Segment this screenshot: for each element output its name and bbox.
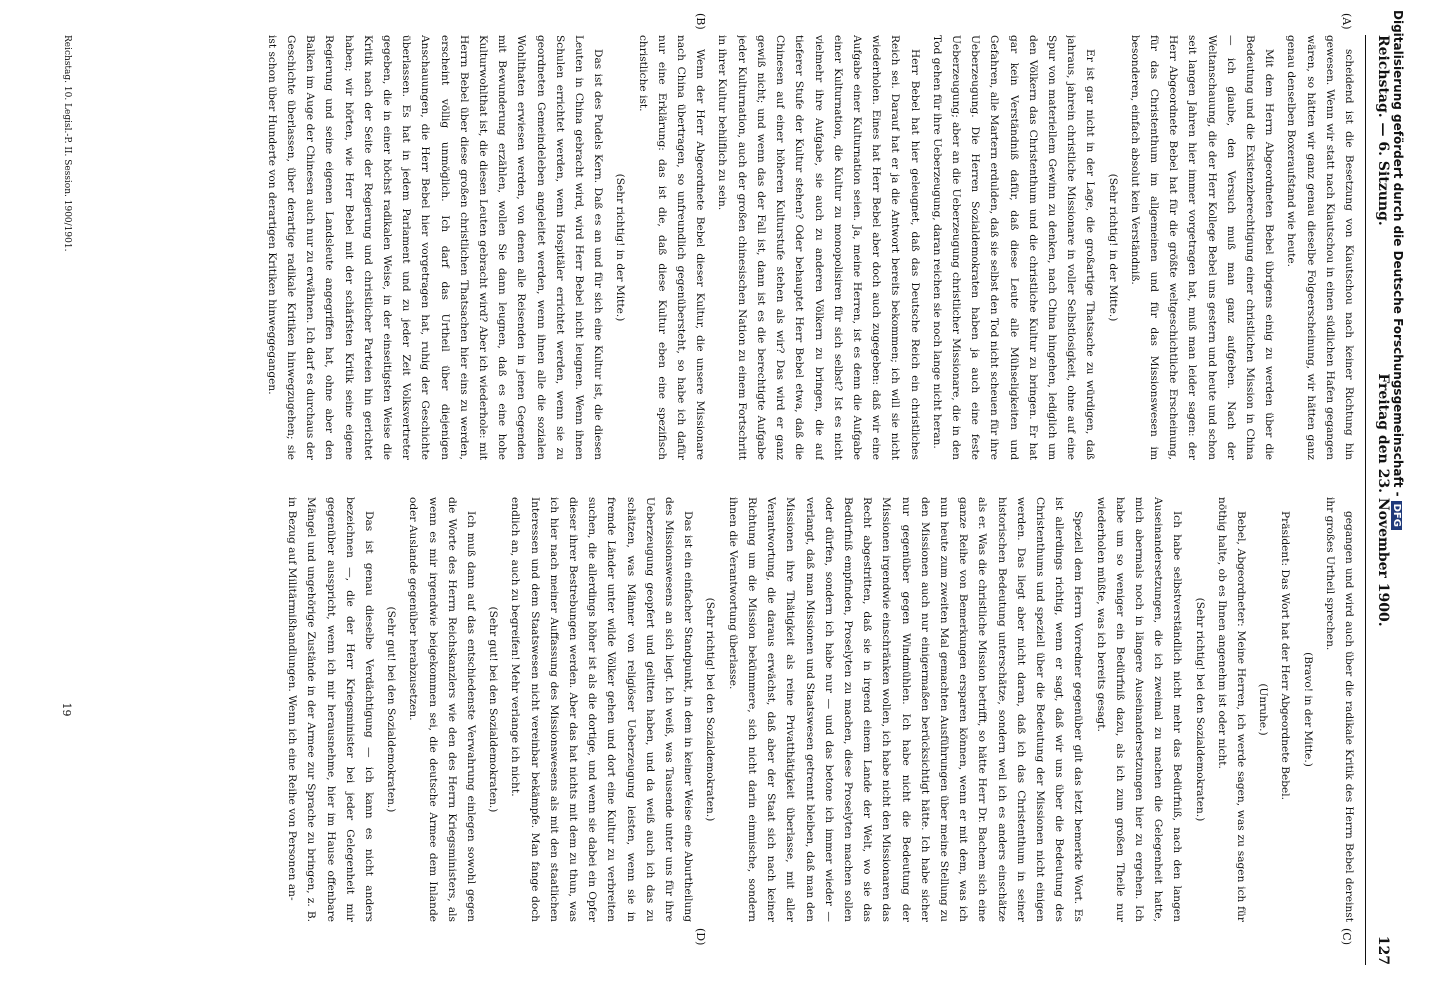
margin-mark-c: (C) bbox=[1340, 928, 1353, 945]
paragraph: Herr Bebel hat hier geleugnet, daß das Deutsche Reich ein christliches Reich sei. Darauf hat er ja die Antwort bereits bekommen; ich will sie nicht wiederholen. Eines hat Herr Bebel aber doch auch zugegeben: daß wir eine Aufgabe einer Kulturnation seien. Ja, meine Herren, ist es denn die Aufgabe einer Kulturnation, die Kultur zu monopolisiren für sich selbst? Ist es nicht vielmehr ihre Aufgabe, sie auch zu anderen Völkern zu bringen, die auf tieferer Stufe der Kultur stehen? Oder behauptet Herr Bebel etwa, daß die Chinesen auf einer höheren Kulturstufe stehen als wir? Das wird er ganz gewiß nicht; und wenn das der Fall ist, dann ist es die berechtigte Aufgabe jeder Kulturnation, auch der großen chinesischen Nation zu einem Fortschritt in ihrer Kultur behilflich zu sein. bbox=[716, 35, 921, 460]
credit-text: Digitalisierung gefördert durch die Deutsche Forschungsgemeinschaft - bbox=[1391, 10, 1405, 497]
interjection: (Bravo! in der Mitte.) bbox=[1301, 652, 1314, 767]
margin-mark-d: (D) bbox=[694, 928, 707, 946]
interjection: (Unruhe.) bbox=[1257, 683, 1270, 736]
paragraph: Wenn der Herr Abgeordnete Bebel dieser Kultur, die unsere Missionare nach China übertragen, so unfreundlich gegenübersteht, so habe ich dafür nur eine Erklärung: das ist die, daß diese Kultur eben eine spezifisch christliche ist. bbox=[636, 35, 707, 460]
paragraph: Mit dem Herrn Abgeordneten Bebel übrigens einig zu werden über die Bedeutung und die Existenzberechtigung einer christlichen Mission in China — ich glaube, den Versuch muß man ganz aufgeben. Nach der Weltanschauung, die der Herr Kollege Bebel uns gestern und heute und schon seit langen Jahren hier immer vorgetragen hat, muß man leider sagen: der Herr Abgeordnete Bebel hat für die größte weltgeschichtliche Erscheinung, für das Christenthum im allgemeinen und für das Missionswesen im besonderen, einfach absolut kein Verständniß. bbox=[1128, 35, 1276, 460]
paragraph: Er ist gar nicht in der Lage, die großartige Thatsache zu würdigen, daß jahraus, jahrein christliche Missionare in voller Selbstlosigkeit, ohne auf eine Spur von materiellem Gewinn zu denken, nach China hingehen, lediglich um den Völkern das Christenthum und die christliche Kultur zu bringen. Er hat gar kein Verständniß dafür, daß diese Leute alle Mühseligkeiten und Gefahren, alle Martern erdulden, daß sie selbst den Tod nicht scheuen für ihre Ueberzeugung. Die Herren Sozialdemokraten haben ja auch eine feste Ueberzeugung; aber an die Ueberzeugung christlicher Missionare, die in den Tod gehen für ihre Ueberzeugung, daran reichen sie noch lange nicht heran. bbox=[930, 35, 1097, 460]
header-date: Freitag den 23. November 1900. bbox=[1375, 373, 1391, 627]
header-left: Reichstag. — 6. Sitzung. bbox=[1375, 35, 1391, 226]
speaker-statement: Bebel, Abgeordneter: Meine Herren, ich werde sagen, was zu sagen ich für nöthig halte, ob es Ihnen angenehm ist oder nicht. bbox=[1215, 497, 1247, 922]
paragraph: Das ist des Pudels Kern. Daß es an und für sich eine Kultur ist, die diesen Leuten in China gebracht wird, wird Herr Bebel nicht leugnen. Wenn ihnen Schulen errichtet werden, wenn Hospitäler errichtet werden, wenn sie zu geordneten Gemeindeleben angeleitet werden, wenn ihnen alle die sozialen Wohlthaten erwiesen werden, von denen alle Reisenden in jenen Gegenden mit Bewunderung erzählen, wollen Sie dann leugnen, daß es eine hohe Kulturwohlthat ist, die diesen Leuten gebracht wird? Aber ich wiederhole: mit Herrn Bebel über diese großen christlichen Thatsachen hier eins zu werden, erscheint völlig unmöglich. Ich darf das Urtheil über diejenigen Anschauungen, die Herr Bebel hier vorgetragen hat, ruhig der Geschichte überlassen. Es hat in jedem Parlament und zu jeder Zeit Volksvertreter gegeben, die in einer höchst radikalen Weise, in der einseitigsten Weise die Kritik nach der Seite der Regierung und christlicher Parteien hin gerichtet haben; wir hörten, wie Herr Bebel mit der schärfsten Kritik seine eigene Regierung und seine eigenen Landsleute angegriffen hat, ohne aber den Balken im Auge der Chinesen auch nur zu erwähnen. Ich darf es durchaus der Geschichte überlassen, über derartige radikale Kritiken hinwegzugehen; sie ist schon über Hunderte von derartigen Kritiken hinweggegangen. bbox=[265, 35, 605, 460]
page-footer: Reichstag. 10. Legisl.-P. II. Session. 1900/1901. bbox=[62, 35, 72, 252]
signature-number: 19 bbox=[60, 702, 73, 717]
dfg-logo: DFG bbox=[1391, 501, 1402, 530]
margin-mark-b: (B) bbox=[694, 13, 707, 30]
digitization-credit bbox=[1381, 10, 1405, 970]
page-number: 127 bbox=[1375, 935, 1391, 965]
paragraph: gegangen und wird auch über die radikale Kritik des Herrn Bebel dereinst ihr großes Urtheil sprechen. bbox=[1323, 497, 1355, 922]
left-column bbox=[78, 35, 1358, 460]
interjection: (Sehr richtig! bei den Sozialdemokraten.) bbox=[1193, 597, 1206, 822]
paragraph: Das ist genau dieselbe Verdächtigung — ich kann es nicht anders bezeichnen —, die der Herr Kriegsminister bei jeder Gelegenheit mir gegenüber ausspricht, wenn ich mir herausnehme, hier im Hause offenbare Mängel und ungehörige Zustände in der Armee zur Sprache zu bringen, z. B. in Bezug auf Militärmißhandlungen. Wenn ich eine Reihe von Personen an- bbox=[286, 497, 376, 922]
right-column bbox=[78, 497, 1358, 922]
header-rule bbox=[1365, 35, 1366, 965]
interjection: (Sehr richtig! in der Mitte.) bbox=[614, 173, 627, 322]
paragraph: Das ist ein einfacher Standpunkt, in dem in keiner Weise eine Aburtheilung des Missionswesens an sich liegt. Ich weiß, was Tausende unter uns für ihre Ueberzeugung geopfert und gelitten haben, und da weiß auch ich das zu schätzen, was Männer von religiöser Ueberzeugung leisten, wenn sie in fremde Länder unter wilde Völker gehen und dort eine Kultur zu verbreiten suchen, die allerdings höher ist als die dortige, und wenn sie dabei ein Opfer dieser ihrer Bestrebungen werden. Aber das hat nichts mit dem zu thun, was ich hier nach meiner Auffassung des Missionswesens als mit den staatlichen Interessen und dem Staatswesen nicht vereinbar bekämpfe. Man fange doch endlich an, auch zu begreifen! Mehr verlange ich nicht. bbox=[509, 497, 695, 922]
paragraph: Ich habe selbstverständlich nicht mehr das Bedürfniß, nach den langen Auseinandersetzungen, die ich zweimal zu machen die Gelegenheit hatte, mich abermals noch in längere Auseinandersetzungen hier zu ergehen. Ich habe um so weniger ein Bedürfniß dazu, als ich zum großen Theile nur wiederholen müßte, was ich bereits gesagt. bbox=[1094, 497, 1184, 922]
interjection: (Sehr gut! bei den Sozialdemokraten.) bbox=[487, 606, 500, 813]
paragraph: scheidend ist die Besetzung von Kiautschou nach keiner Richtung hin gewesen. Wenn wir statt nach Kiautschou in einen südlichen Hafen gegangen wären, so hätten wir ganz genau dieselbe Folgeerscheinung, wir hätten ganz genau denselben Boxeraufstand wie heute. bbox=[1285, 35, 1355, 460]
paragraph: Ich muß dann auf das entschiedenste Verwahrung einlegen sowohl gegen die Worte des Herrn Reichskanzlers wie den des Herrn Kriegsministers, als wenn es mir irgendwie beigekommen sei, die deutsche Armee dem Inlande oder Auslande gegenüber herabzusetzen. bbox=[407, 497, 478, 922]
paragraph: Speziell dem Herrn Vorredner gegenüber gilt das letzt bemerkte Wort. Es ist allerdings richtig, wenn er sagt, daß wir uns über die Bedeutung des Christenthums und speziell über die Bedeutung der Missionen nicht einigen werden. Das liegt aber nicht daran, daß ich das Christenthum in seiner historischen Bedeutung unterschätze, sondern weil ich es anders einschätze als er. Was die christliche Mission betrifft, so hätte Herr Dr. Bachem sich eine ganze Reihe von Bemerkungen ersparen können, wenn er mit dem, was ich nun heute zum zweiten Mal gemachten Ausführungen über meine Stellung zu den Missionen auch nur einigermaßen berücksichtigt hätte. Ich habe sicher nur gegenüber gegen Windmühlen. Ich habe nicht die Bedeutung der Missionen irgendwie einschränken wollen, ich habe nicht den Missionaren das Recht abgestritten, daß sie in irgend einem Lande der Welt, wo sie das Bedürfniß empfinden, Proselyten zu machen, diese Proselyten machen sollen oder dürfen, sondern ich habe nur — und das betone ich immer wieder — verlangt, daß man Missionen und Staatswesen getrennt bleiben, daß man den Missionen ihre Thätigkeit als reine Privatthätigkeit überlasse, mit aller Verantwortung, die daraus erwächst, daß aber der Staat sich nach keiner Richtung um die Mission bekümmere, sich nicht darin einmische, sondern ihnen die Verantwortung überlasse. bbox=[726, 497, 1085, 922]
margin-mark-a: (A) bbox=[1340, 13, 1353, 30]
interjection: (Sehr gut! bei den Sozialdemokraten.) bbox=[385, 606, 398, 813]
president-statement: Präsident: Das Wort hat der Herr Abgeordnete Bebel. bbox=[1279, 511, 1292, 801]
interjection: (Sehr richtig! in der Mitte.) bbox=[1106, 173, 1119, 322]
document-page bbox=[40, 13, 1400, 965]
interjection: (Sehr richtig! bei den Sozialdemokraten.) bbox=[704, 597, 717, 822]
